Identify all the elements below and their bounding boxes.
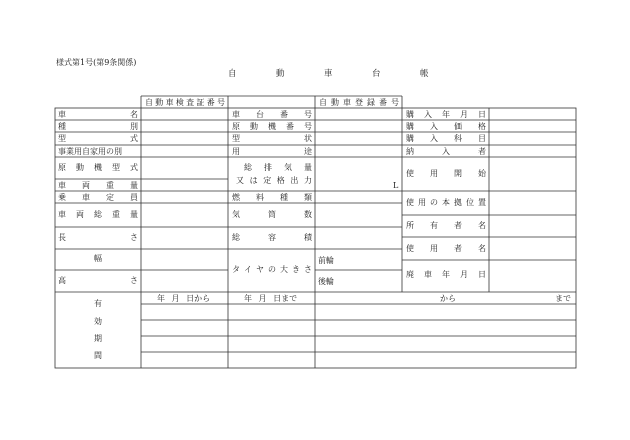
total-capacity-label: 総 容 積 (232, 233, 312, 242)
title-char: 動 (276, 69, 285, 79)
validity-char-4: 間 (94, 351, 102, 360)
validity-char-3: 期 (94, 334, 102, 343)
length-label: 長 さ (58, 233, 138, 242)
business-private-label: 事業用自家用の別 (58, 147, 122, 156)
capacity-label: 乗 車 定 員 (58, 193, 138, 202)
start-of-use-label: 使 用 開 始 (406, 169, 486, 178)
tire-size-label: タ イ ヤ の 大 き さ (232, 265, 312, 274)
height-label: 高 さ (58, 276, 138, 285)
chassis-no-label: 車 台 番 号 (232, 110, 312, 119)
rear-wheel-label: 後輪 (318, 277, 334, 286)
registration-no-header: 自 動 車 登 録 番 号 (319, 98, 399, 107)
model-label: 型 式 (58, 134, 138, 143)
displacement-unit: L (393, 181, 399, 190)
fuel-type-label: 燃 料 種 類 (232, 193, 312, 202)
type-class-label: 種 別 (58, 122, 138, 131)
owner-label: 所 有 者 名 (406, 221, 486, 230)
shape-label: 型 状 (232, 134, 312, 143)
validity-char-2: 効 (94, 317, 102, 326)
title-char: 台 (372, 69, 381, 79)
validity-char-1: 有 (94, 299, 102, 308)
engine-no-label: 原 動 機 番 号 (232, 122, 312, 131)
rated-output-label: 又 は 定 格 出 力 (236, 176, 312, 185)
delivered-by-label: 納 入 者 (406, 147, 486, 156)
purchase-date-label: 購 入 年 月 日 (406, 110, 486, 119)
purchase-account-label: 購 入 科 目 (406, 134, 486, 143)
gross-weight-label: 車 両 総 重 量 (58, 210, 138, 219)
title-char: 車 (324, 69, 333, 79)
cylinders-label: 気 筒 数 (232, 210, 312, 219)
front-wheel-label: 前輪 (318, 256, 334, 265)
title-char: 帳 (420, 69, 429, 79)
usage-label: 用 途 (232, 147, 312, 156)
form-number-label: 様式第1号(第9条関係) (56, 58, 137, 67)
displacement-label: 総 排 気 量 (244, 163, 312, 172)
user-label: 使 用 者 名 (406, 244, 486, 253)
inspection-cert-no-header: 自 動 車 検 査 証 番 号 (145, 98, 225, 107)
validity-made: まで (555, 294, 571, 303)
validity-kara: から (440, 294, 456, 303)
vehicle-weight-label: 車 両 重 量 (58, 181, 138, 190)
validity-from-label: 年 月 日から (157, 294, 211, 303)
width-label: 幅 (94, 254, 102, 263)
car-name-label: 車 名 (58, 110, 138, 119)
engine-model-label: 原 動 機 型 式 (58, 163, 138, 172)
purchase-price-label: 購 入 価 格 (406, 122, 486, 131)
title-char: 自 (228, 69, 237, 79)
disposal-date-label: 廃 車 年 月 日 (406, 270, 486, 279)
validity-to-label: 年 月 日まで (244, 294, 298, 303)
base-location-label: 使 用 の 本 拠 位 置 (406, 198, 486, 207)
